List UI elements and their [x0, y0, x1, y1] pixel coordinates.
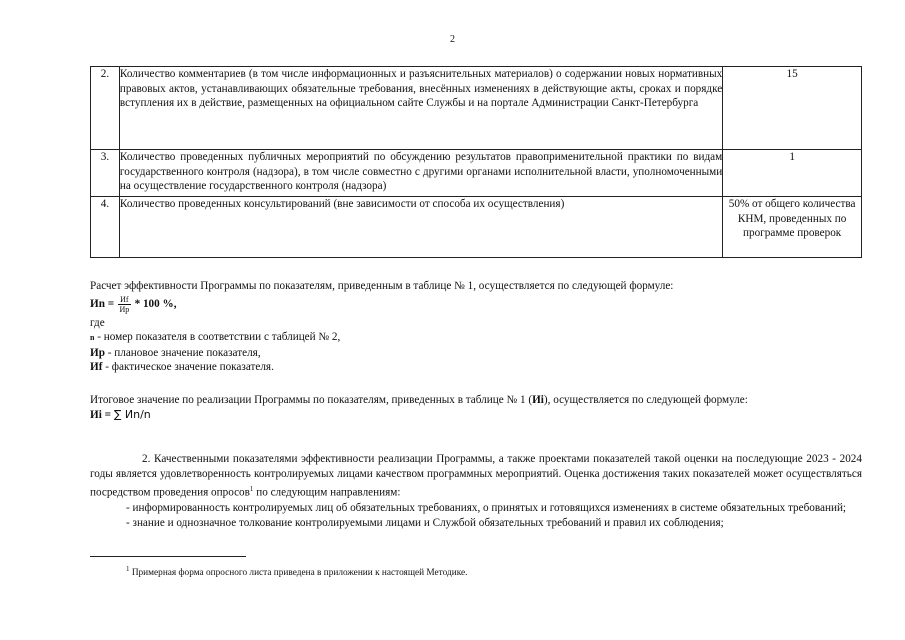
quality-main-text: [90, 452, 862, 501]
bullet-item: - знание и однозначное толкование контролируемыми лицами и Службой обязательных требований и правил их соблюдения;: [126, 516, 724, 529]
formula1-numerator: Иf: [120, 294, 129, 304]
formula1-where: где: [90, 316, 105, 329]
definition-f: [90, 360, 862, 375]
indicators-table: [90, 66, 862, 258]
formula2-intro-a: Итоговое значение по реализации Программы по показателям, приведенных в таблице № 1 (: [90, 394, 533, 406]
row-number: 4.: [91, 197, 120, 258]
page-number: 2: [450, 34, 455, 45]
formula1-lhs: Иn =: [90, 297, 115, 310]
table-row: [91, 197, 862, 258]
bullet-item: - информированность контролируемых лиц об обязательных требованиях, о принятых и готовящихся изменениях в системе обязательных требований;: [126, 501, 847, 514]
formula1-section: [90, 279, 862, 375]
formula1-fraction: [118, 295, 130, 314]
formula2-intro: [90, 393, 862, 408]
row-description: Количество проведенных публичных мероприятий по обсуждению результатов правоприменительной практики по видам государственного контроля (надзора), в том числе совместно с другими органами исполнительной власти, уполномоченными на осуществление государственного контроля (надзора): [119, 150, 722, 197]
formula1: [90, 295, 862, 314]
definition-n-symbol: n: [90, 333, 95, 342]
formula1-denominator: Иp: [119, 304, 130, 314]
quality-paragraph: [90, 452, 862, 531]
footnote-divider: [90, 556, 246, 557]
definition-p: [90, 346, 862, 361]
row-number: 3.: [91, 150, 120, 197]
table-row: [91, 150, 862, 197]
formula2: [90, 408, 862, 423]
footnote-text: Примерная форма опросного листа приведена в приложении к настоящей Методике.: [129, 568, 468, 579]
definition-f-symbol: Иf: [90, 361, 103, 373]
footnote: [126, 565, 467, 578]
footnote-number: 1: [126, 565, 130, 573]
formula2-intro-b: ), осуществляется по следующей формуле:: [543, 394, 748, 406]
row-number: 2.: [91, 67, 120, 150]
definition-p-symbol: Иp: [90, 346, 105, 359]
definition-p-text: - плановое значение показателя,: [104, 346, 261, 359]
quality-text-b: по следующим направлениям:: [253, 486, 401, 499]
formula2-rhs: ∑ Иn/n: [113, 407, 151, 421]
formula1-intro: Расчет эффективности Программы по показателям, приведенным в таблице № 1, осуществляется по следующей формуле:: [90, 280, 674, 292]
definition-n: [90, 330, 862, 346]
definition-n-text: - номер показателя в соответствии с таблицей № 2,: [94, 331, 341, 343]
row-value: 50% от общего количества КНМ, проведенных по программе проверок: [723, 197, 862, 258]
formula2-intro-symbol: Иi: [532, 394, 544, 406]
formula2-section: [90, 393, 862, 422]
row-value: 15: [723, 67, 862, 150]
definition-f-text: - фактическое значение показателя.: [102, 361, 274, 373]
row-description: Количество проведенных консультирований (вне зависимости от способа их осуществления): [119, 197, 722, 258]
row-value: 1: [723, 150, 862, 197]
formula2-lhs: Иi =: [90, 408, 111, 421]
row-description: Количество комментариев (в том числе информационных и разъяснительных материалов) о содержании новых нормативных правовых актов, устанавливающих обязательные требования, внесённых изменениях в действующие акты, сроках и порядке вступления их в действие, размещенных на официальном сайте Службы и на портале Администрации Санкт-Петербурга: [119, 67, 722, 150]
footnote-ref: 1: [249, 485, 254, 493]
quality-text-a: 2. Качественными показателями эффективности реализации Программы, а также проектами показателей такой оценки на последующие 2023 - 2024 годы является удовлетворенность контролируемых лицами качеством программных мероприятий. Оценка достижения таких показателей может осуществляться посредством проведения опросов: [90, 453, 862, 499]
formula1-rhs: * 100 %,: [134, 297, 177, 310]
table-row: [91, 67, 862, 150]
